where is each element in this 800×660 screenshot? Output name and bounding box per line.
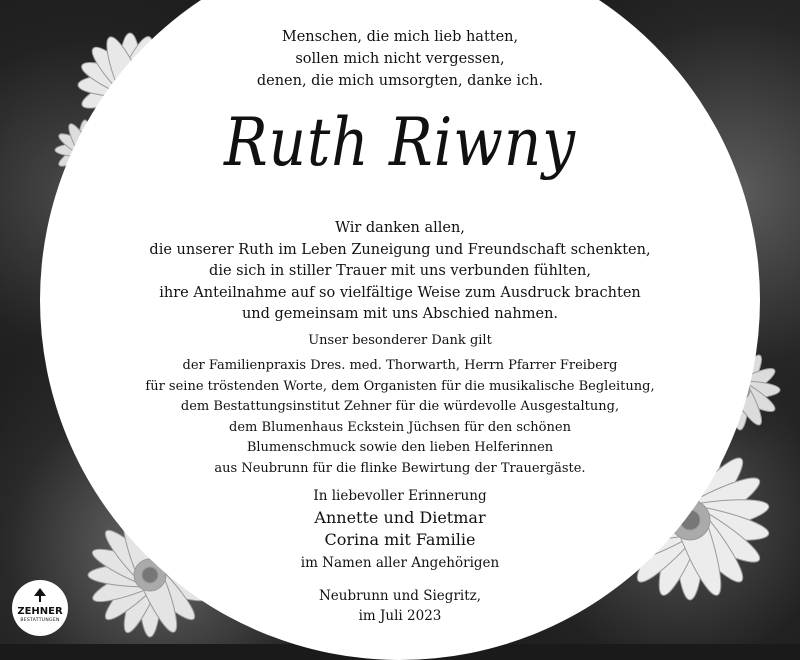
special-thanks [0, 356, 800, 479]
date-line: im Juli 2023 [358, 608, 442, 624]
poem [0, 26, 800, 92]
logo-subtitle: BESTATTUNGEN [20, 618, 60, 623]
special-line: dem Blumenhaus Eckstein Jüchsen für den schönen [229, 419, 571, 435]
thanks-line: die unserer Ruth im Leben Zuneigung und Freundschaft schenkten, [149, 241, 651, 258]
memory-heading: In liebevoller Erinnerung [313, 488, 487, 504]
relatives-note: im Namen aller Angehörigen [300, 555, 500, 571]
mourner-names [0, 507, 800, 551]
thanks-line: die sich in stiller Trauer mit uns verbunden fühlten, [209, 263, 591, 279]
place-line: Neubrunn und Siegritz, [318, 588, 482, 604]
funeral-home-logo [12, 580, 68, 636]
tree-icon [32, 588, 48, 602]
special-line: Blumenschmuck sowie den lieben Helferinnen [246, 440, 554, 455]
special-line: aus Neubrunn für die flinke Bewirtung der Trauergäste. [214, 460, 586, 476]
place-date [0, 586, 800, 626]
poem-line: Menschen, die mich lieb hatten, [281, 29, 519, 45]
thanks-line: und gemeinsam mit uns Abschied nahmen. [241, 306, 559, 322]
special-line: der Familienpraxis Dres. med. Thorwarth, Herrn Pfarrer Freiberg [182, 358, 618, 373]
poem-line: denen, die mich umsorgten, danke ich. [256, 73, 544, 89]
poem-line: sollen mich nicht vergessen, [295, 51, 505, 67]
thanks-line: Wir danken allen, [335, 220, 465, 236]
mourner-name: Annette und Dietmar [314, 508, 486, 527]
thanks-text [0, 218, 800, 326]
thanks-line: ihre Anteilnahme auf so vielfältige Weise zum Ausdruck brachten [159, 284, 641, 301]
special-line: für seine tröstenden Worte, dem Organisten für die musikalische Begleitung, [145, 378, 655, 394]
mourner-name: Corina mit Familie [324, 530, 476, 549]
deceased-name: Ruth Riwny [223, 102, 577, 182]
special-line: dem Bestattungsinstitut Zehner für die würdevolle Ausgestaltung, [180, 399, 620, 414]
special-heading: Unser besonderer Dank gilt [308, 333, 492, 348]
logo-name: ZEHNER [17, 606, 63, 617]
